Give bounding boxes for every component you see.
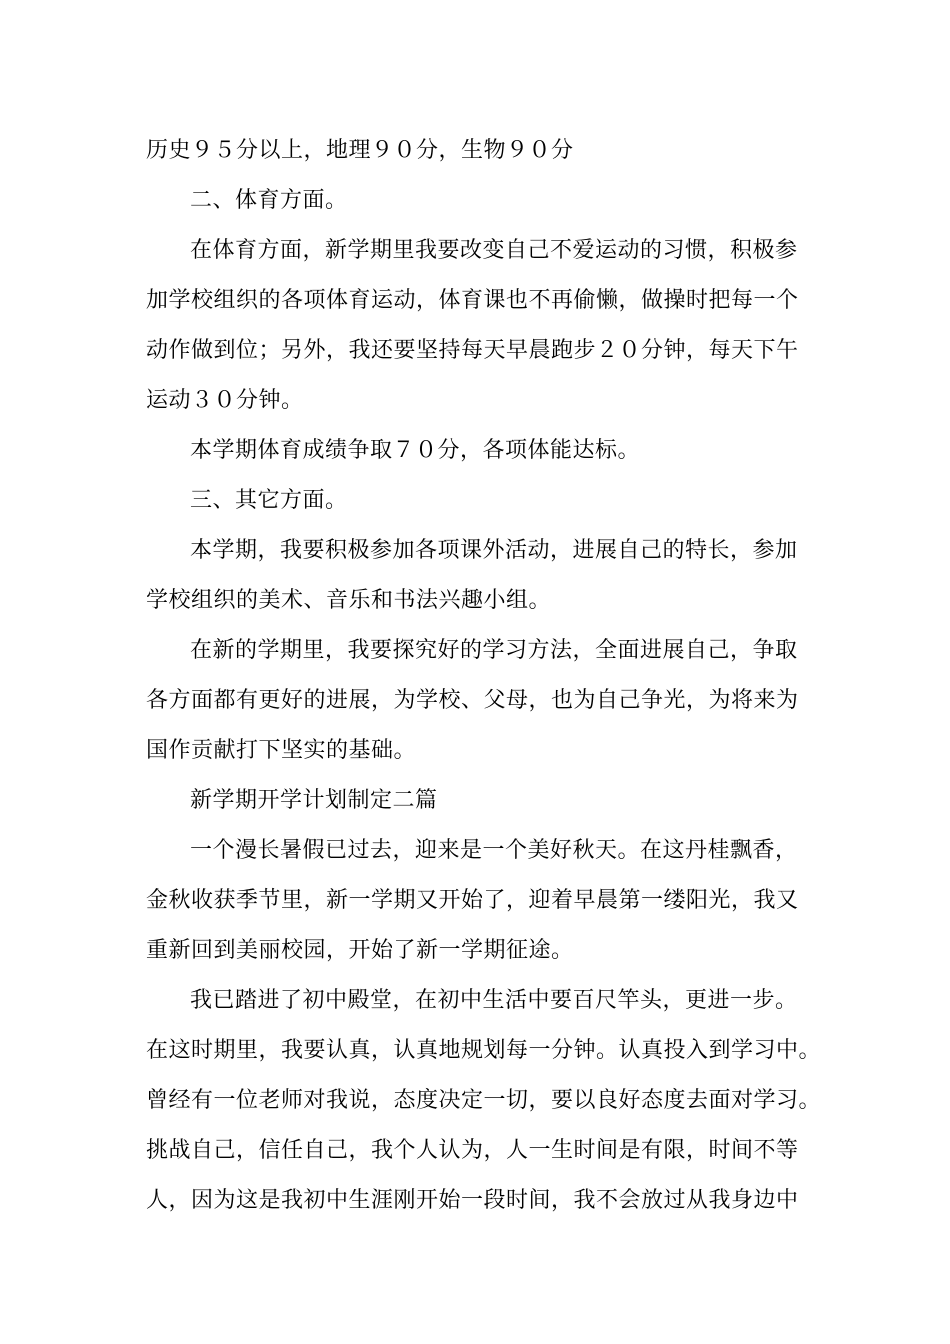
text-line: 加学校组织的各项体育运动，体育课也不再偷懒，做操时把每一个 [146, 288, 799, 313]
article-title: 新学期开学计划制定二篇 [190, 788, 438, 813]
text-line: 各方面都有更好的进展，为学校、父母，也为自己争光，为将来为 [146, 688, 799, 713]
text-line: 曾经有一位老师对我说，态度决定一切，要以良好态度去面对学习。 [146, 1088, 822, 1113]
text-line: 金秋收获季节里，新一学期又开始了，迎着早晨第一缕阳光，我又 [146, 888, 799, 913]
text-line: 学校组织的美术、音乐和书法兴趣小组。 [146, 588, 552, 613]
section-heading-sports: 二、体育方面。 [190, 188, 348, 213]
text-line: 重新回到美丽校园，开始了新一学期征途。 [146, 938, 574, 963]
section-heading-other: 三、其它方面。 [190, 488, 348, 513]
text-line: 在新的学期里，我要探究好的学习方法，全面进展自己，争取 [190, 638, 798, 663]
text-line: 我已踏进了初中殿堂，在初中生活中要百尺竿头，更进一步。 [190, 988, 798, 1013]
text-line: 在体育方面，新学期里我要改变自己不爱运动的习惯，积极参 [190, 238, 798, 263]
text-line: 本学期体育成绩争取７０分，各项体能达标。 [190, 438, 641, 463]
text-line: 运动３０分钟。 [146, 388, 304, 413]
text-line: 一个漫长暑假已过去，迎来是一个美好秋天。在这丹桂飘香， [190, 838, 798, 863]
text-line: 本学期，我要积极参加各项课外活动，进展自己的特长，参加 [190, 538, 798, 563]
text-line: 历史９５分以上，地理９０分，生物９０分 [146, 138, 574, 163]
text-line: 动作做到位；另外，我还要坚持每天早晨跑步２０分钟，每天下午 [146, 338, 799, 363]
text-line: 国作贡献打下坚实的基础。 [146, 738, 417, 763]
text-line: 挑战自己，信任自己，我个人认为，人一生时间是有限，时间不等 [146, 1138, 799, 1163]
text-line: 在这时期里，我要认真，认真地规划每一分钟。认真投入到学习中。 [146, 1038, 822, 1063]
text-line: 人，因为这是我初中生涯刚开始一段时间，我不会放过从我身边中 [146, 1188, 799, 1213]
